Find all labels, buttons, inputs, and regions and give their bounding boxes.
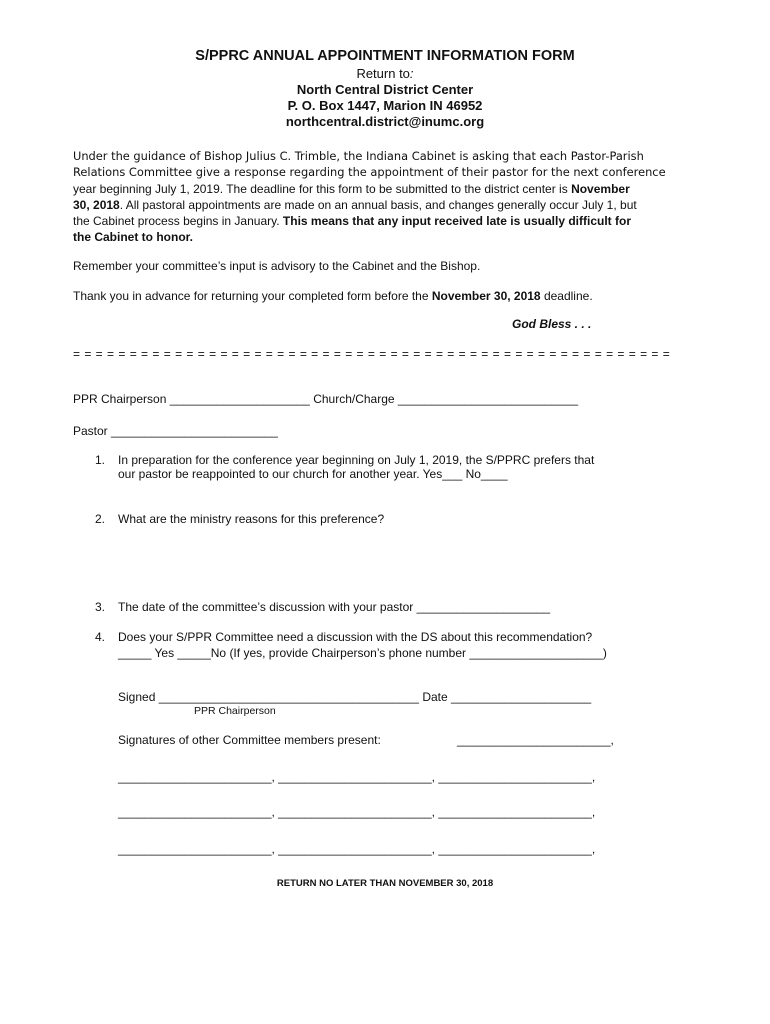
question-1-line-1: In preparation for the conference year beginning on July 1, 2019, the S/PPRC prefers that (118, 453, 595, 467)
intro-line-1: Under the guidance of Bishop Julius C. Trimble, the Indiana Cabinet is asking that each Pastor-Parish (73, 149, 644, 163)
district-center-name: North Central District Center (296, 82, 474, 97)
intro-line-3-text: year beginning July 1, 2019. The deadline for this form to be submitted to the district center is (73, 182, 572, 196)
return-to-colon: : (409, 66, 414, 81)
signature-row-3[interactable]: _______________________, _______________________, _______________________, (118, 842, 596, 856)
question-4-number: 4. (94, 630, 105, 644)
question-4-line-1: Does your S/PPR Committee need a discussion with the DS about this recommendation? (118, 630, 593, 644)
return-deadline-footer: RETURN NO LATER THAN NOVEMBER 30, 2018 (276, 878, 494, 889)
thanks-text-c: deadline. (540, 289, 593, 303)
intro-line-4-text: . All pastoral appointments are made on an annual basis, and changes generally occur July 1, but (119, 198, 637, 212)
ppr-chair-church-field[interactable]: PPR Chairperson _____________________ Church/Charge ___________________________ (73, 392, 579, 406)
advisory-note: Remember your committee’s input is advisory to the Cabinet and the Bishop. (73, 259, 481, 273)
question-1-number: 1. (94, 453, 105, 467)
signature-row-2[interactable]: _______________________, _______________________, _______________________, (118, 805, 596, 819)
thanks-deadline: November 30, 2018 (431, 289, 541, 303)
question-3-number: 3. (94, 600, 105, 614)
ppr-chairperson-caption: PPR Chairperson (194, 705, 276, 717)
intro-line-4 (73, 197, 673, 213)
question-2-text: What are the ministry reasons for this preference? (118, 512, 385, 526)
question-1-line-2[interactable]: our pastor be reappointed to our church for another year. Yes___ No____ (118, 467, 508, 481)
question-4-line-2[interactable]: _____ Yes _____No (If yes, provide Chairperson’s phone number ____________________) (118, 646, 607, 660)
blessing: God Bless . . . (512, 317, 592, 331)
thanks-note (73, 288, 673, 304)
question-2-number: 2. (94, 512, 105, 526)
return-to-label (0, 66, 770, 81)
signature-row-1[interactable]: _______________________, _______________________, _______________________, (118, 770, 596, 784)
intro-line-5-text: the Cabinet process begins in January. (73, 214, 283, 228)
intro-line-2: Relations Committee give a response regarding the appointment of their pastor for the next conference (73, 165, 666, 179)
signed-date-field[interactable]: Signed _______________________________________ Date _____________________ (118, 690, 592, 704)
district-email: northcentral.district@inumc.org (285, 114, 485, 129)
other-signatures-label: Signatures of other Committee members present: (118, 733, 381, 747)
form-title: S/PPRC ANNUAL APPOINTMENT INFORMATION FORM (195, 48, 575, 64)
intro-deadline-month: November (571, 182, 630, 196)
question-3-text[interactable]: The date of the committee’s discussion with your pastor ____________________ (118, 600, 551, 614)
return-to-text: Return to (356, 66, 410, 81)
intro-line-3 (73, 181, 673, 197)
signature-line-first[interactable]: _______________________, (457, 733, 614, 747)
intro-late-warning: This means that any input received late is usually difficult for (282, 214, 631, 228)
separator-line: = = = = = = = = = = = = = = = = = = = = = = = = = = = = = = = = = = = = = = = = = = = = = = = = = = = = = (73, 347, 671, 361)
intro-deadline-date: 30, 2018 (73, 198, 120, 212)
intro-line-5 (73, 213, 673, 229)
thanks-text-a: Thank you in advance for returning your completed form before the (73, 289, 432, 303)
intro-line-6: the Cabinet to honor. (73, 230, 193, 244)
district-address: P. O. Box 1447, Marion IN 46952 (287, 98, 483, 113)
pastor-field[interactable]: Pastor _________________________ (73, 424, 278, 438)
